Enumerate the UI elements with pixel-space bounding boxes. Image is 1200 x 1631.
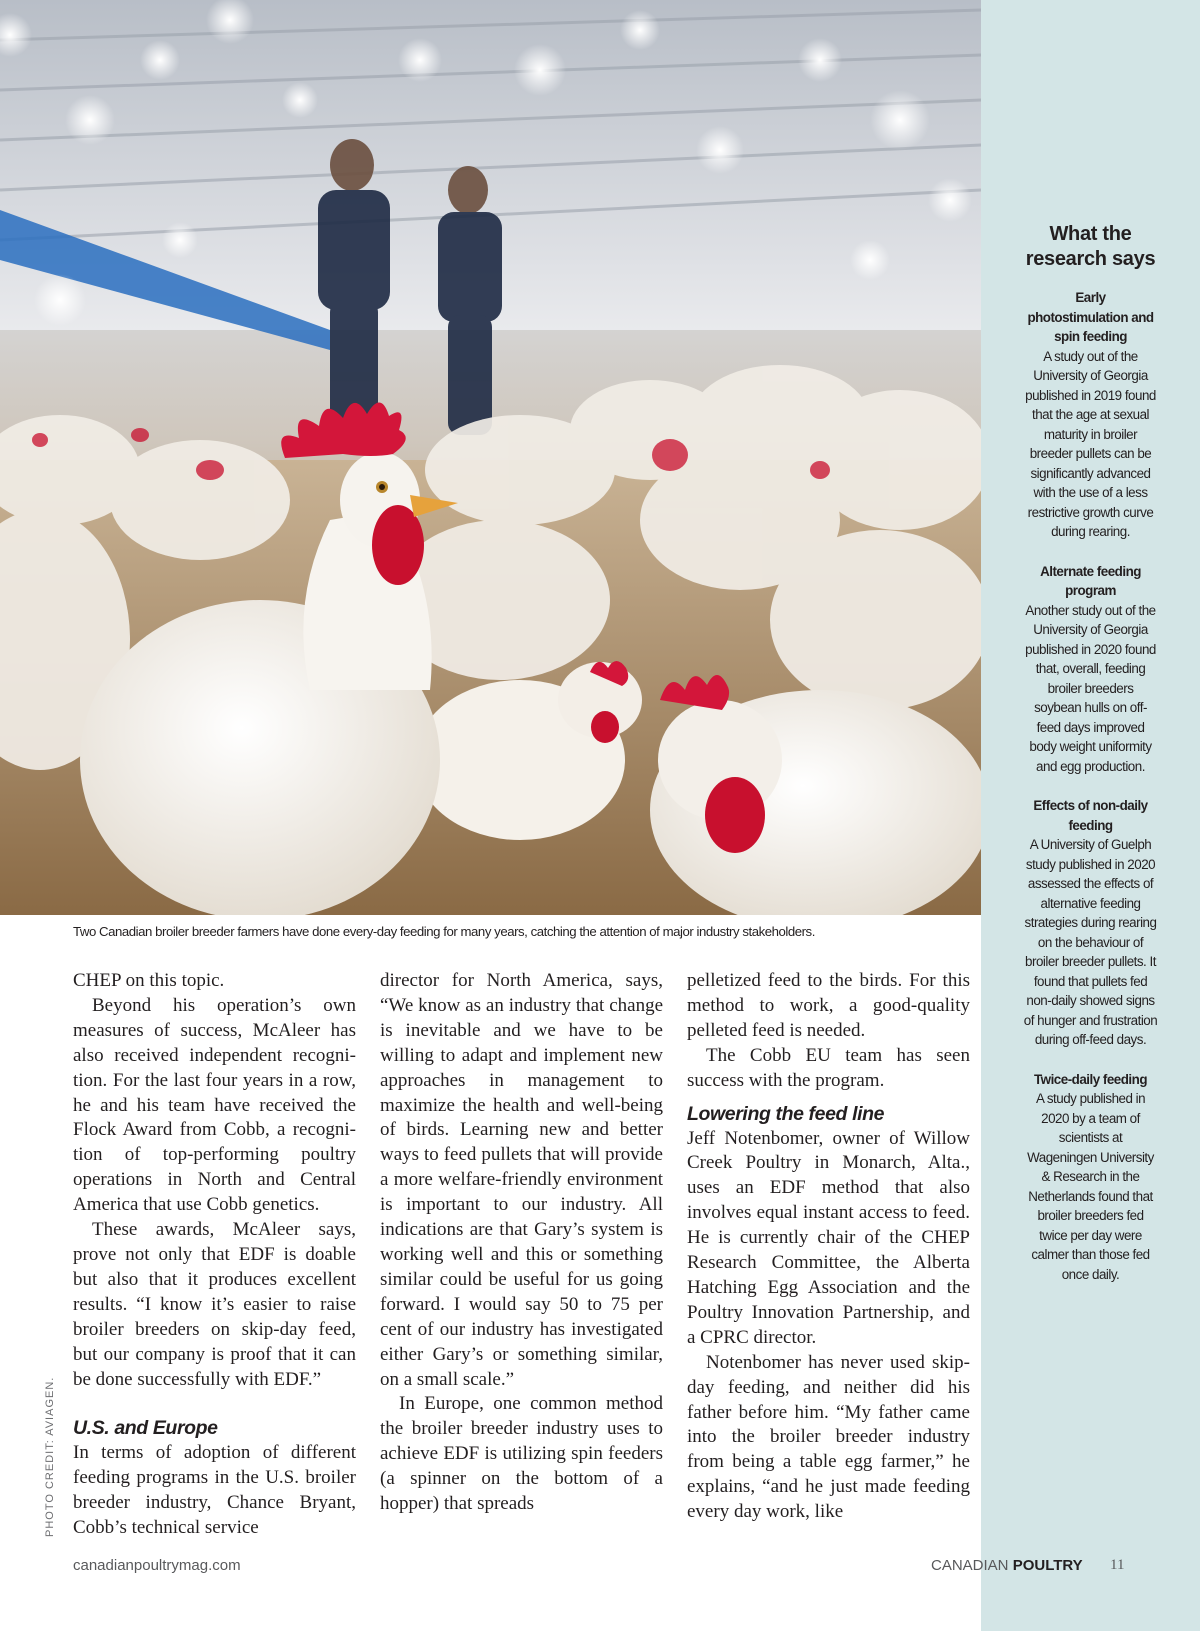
- paragraph: The Cobb EU team has seen success with the program.: [687, 1044, 970, 1091]
- photo-credit: PHOTO CREDIT: AVIAGEN.: [44, 1376, 56, 1537]
- sidebar-title: What the research says: [1025, 223, 1156, 270]
- spacer: [687, 1094, 970, 1102]
- footer-magazine-name: [931, 1557, 1083, 1574]
- sidebar-item-body: A study published in 2020 by a team of scientists at Wageningen University & Research in the Netherlands found that broiler breeders fed twice per day were calmer than those fed once daily.: [1027, 1091, 1154, 1282]
- subheading: Lowering the feed line: [687, 1102, 885, 1125]
- sidebar-item-heading: Early photostimulation and spin feeding: [1027, 290, 1154, 344]
- research-sidebar: [981, 0, 1200, 1631]
- article-column-3: [687, 969, 970, 1525]
- paragraph: CHEP on this topic.: [73, 970, 225, 991]
- sidebar-content: [981, 222, 1200, 1304]
- brand-bold: POULTRY: [1012, 1557, 1083, 1574]
- paragraph: director for North America, says, “We know as an industry that change is inevitable and we have to be willing to adapt and implement new approaches in management to maximize the health and well-being of birds. Learning new and better ways to feed pullets that will provide a more welfare-friendly environment is important to our industry. All indications are that Gary’s system is working well and this or something similar could be useful for us going forward. I would say 50 to 75 per cent of our industry has investigated either Gary’s or something similar, on a small scale.”: [380, 970, 663, 1390]
- article-column-2: [380, 969, 663, 1517]
- paragraph: Beyond his operation’s own measures of success, McAleer has also received independent recognition. For the last four years in a row, he and his team have received the Flock Award from Cobb, a recognition of top-performing poultry operations in North and Central America that use Cobb genetics.: [73, 994, 356, 1216]
- paragraph: Notenbomer has never used skip-day feeding, and neither did his father before him. “My father came into the broiler breeder industry from being a table egg farmer,” he explains, “and he just made feeding every day work, like: [687, 1351, 970, 1523]
- sidebar-item-body: Another study out of the University of Georgia published in 2020 found that, overall, feeding broiler breeders soybean hulls on off-feed days improved body weight uniformity and egg production.: [1025, 602, 1156, 774]
- paragraph: pelletized feed to the birds. For this method to work, a good-quality pelleted feed is needed.: [687, 970, 970, 1041]
- sidebar-item-heading: Effects of non-daily feeding: [1033, 798, 1148, 833]
- sidebar-item: [1024, 288, 1158, 542]
- paragraph: These awards, McAleer says, prove not only that EDF is doable but also that it produces excellent results. “I know it’s easier to raise broiler breeders on skip-day feed, but our company is proof that it can be done successfully with EDF.”: [73, 1219, 356, 1390]
- spacer: [73, 1392, 356, 1416]
- photo-caption: Two Canadian broiler breeder farmers have done every-day feeding for many years, catching the attention of major industry stakeholders.: [73, 924, 815, 939]
- sidebar-item: [1024, 1070, 1158, 1285]
- footer-website[interactable]: canadianpoultrymag.com: [73, 1557, 241, 1574]
- page-number: 11: [1110, 1557, 1125, 1573]
- subheading: U.S. and Europe: [73, 1417, 218, 1440]
- sidebar-item-body: A University of Guelph study published in 2020 assessed the effects of alternative feeding strategies during rearing on the behaviour of broiler breeder pullets. It found that pullets fed non-daily showed signs of hunger and frustration during off-feed days.: [1023, 837, 1158, 1047]
- sidebar-item-heading: Alternate feeding program: [1040, 563, 1141, 598]
- sidebar-item-body: A study out of the University of Georgia published in 2019 found that the age at sexual maturity in broiler breeder pullets can be significantly advanced with the use of a less restrictive growth curve during rearing.: [1025, 348, 1156, 539]
- sidebar-item-heading: Twice-daily feeding: [1033, 1071, 1148, 1087]
- paragraph: Jeff Notenbomer, owner of Willow Creek Poultry in Monarch, Alta., uses an EDF method that also involves equal instant access to feed. He is currently chair of the CHEP Research Committee, the Alberta Hatching Egg Association and the Poultry Innovation Partnership, and a CPRC director.: [687, 1127, 970, 1348]
- hero-photo: [0, 0, 981, 915]
- paragraph: In Europe, one common method the broiler breeder industry uses to achieve EDF is utilizing spin feeders (a spinner on the bottom of a hopper) that spreads: [380, 1393, 663, 1515]
- sidebar-item: [1024, 796, 1158, 1050]
- sidebar-item: [1024, 562, 1158, 777]
- chickens-illustration: [0, 0, 981, 915]
- article-column-1: [73, 969, 356, 1541]
- paragraph: In terms of adoption of different feeding programs in the U.S. broiler breeder industry, Chance Bryant, Cobb’s technical service: [73, 1442, 356, 1539]
- brand-light: CANADIAN: [931, 1557, 1009, 1574]
